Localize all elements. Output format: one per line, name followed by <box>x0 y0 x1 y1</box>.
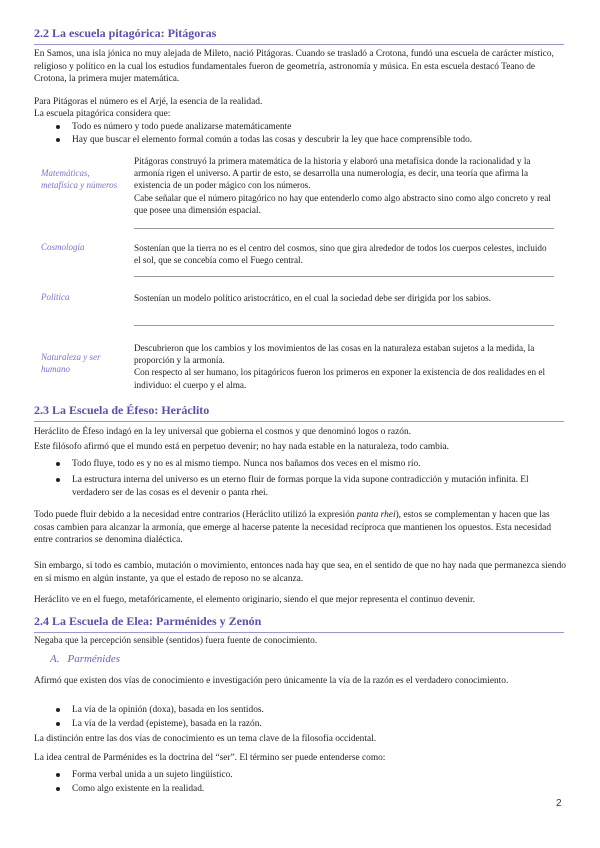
table-label: Naturaleza y ser humano <box>41 352 101 374</box>
list-item-text: Hay que buscar el elemento formal común a todas las cosas y descubrir la ley que hace comprensible todo. <box>72 135 473 145</box>
list-item-text: La vía de la opinión (doxa), basada en los sentidos. <box>72 705 264 715</box>
bullet-icon <box>56 478 60 482</box>
paragraph: Sin embargo, si todo es cambio, mutación o movimiento, entonces nada hay que sea, en el sentido de que no hay nada que permanezca siendo en sí mismo en algún instante, ya que el estado de reposo no se alcanza. <box>34 561 566 584</box>
section-heading: 2.2 La escuela pitagórica: Pitágoras <box>34 26 564 41</box>
paragraph: La escuela pitagórica considera que: <box>34 109 171 119</box>
subsection-heading: A. Parménides <box>50 653 121 665</box>
paragraph: Afirmó que existen dos vías de conocimiento e investigación pero únicamente la vía de la razón es el verdadero conocimiento. <box>34 676 509 686</box>
bullet-icon <box>56 125 60 129</box>
paragraph: En Samos, una isla jónica no muy alejada de Mileto, nació Pitágoras. Cuando se trasladó a Crotona, fundó una escuela de carácter místico, religioso y político en la cual los estudios fundamentales fueron de geometría, astronomía y música. En esta escuela destacó Teano de Crotona, la primera mujer matemática. <box>34 49 554 85</box>
paragraph: Negaba que la percepción sensible (sentidos) fuera fuente de conocimiento. <box>34 636 318 646</box>
page-number: 2 <box>556 798 562 809</box>
bullet-icon <box>56 462 60 466</box>
list-item-text: Forma verbal unida a un sujeto lingüístico. <box>72 770 233 780</box>
bullet-icon <box>56 787 60 791</box>
bullet-icon <box>56 722 60 726</box>
table-divider <box>134 325 554 326</box>
paragraph: La distinción entre las dos vías de conocimiento es un tema clave de la filosofía occidental. <box>34 734 377 744</box>
paragraph: La idea central de Parménides es la doctrina del “ser”. El término ser puede entenderse como: <box>34 753 386 763</box>
section-heading: 2.4 La Escuela de Elea: Parménides y Zenón <box>34 614 564 629</box>
table-divider <box>134 228 554 229</box>
paragraph: Todo puede fluir debido a la necesidad entre contrarios (Heráclito utilizó la expresión panta rhei), estos se complementan y hacen que las cosas cambien para alcanzar la armonía, que emerge al hacerse patente la necesidad recíproca que mantienen los opuestos. Esta necesidad entre contrarios se denomina dialéctica. <box>34 510 552 546</box>
table-label: Matemáticas, metafísica y números <box>41 168 118 190</box>
section-heading: 2.3 La Escuela de Éfeso: Heráclito <box>34 403 564 418</box>
paragraph: Heráclito de Éfeso indagó en la ley universal que gobierna el cosmos y que denominó logos o razón. <box>34 427 411 437</box>
list-item-text: Como algo existente en la realidad. <box>72 784 205 794</box>
list-item-text: La vía de la verdad (episteme), basada en la razón. <box>72 719 262 729</box>
table-cell: Sostenían que la tierra no es el centro del cosmos, sino que gira alrededor de todos los cuerpos celestes, incluido el sol, que se concebía como el Fuego central. <box>134 243 547 266</box>
table-cell: Pitágoras construyó la primera matemática de la historia y elaboró una metafísica donde la racionalidad y la armonía rigen el universo. A partir de esto, se desarrolla una numerología, es decir, una teoría que afirma la existencia de un poder mágico con los números. Cabe señalar que el número pitagórico no hay que entenderlo como algo abstracto sino como algo concreto y real que posee una dimensión espacial. <box>134 156 551 215</box>
paragraph: Este filósofo afirmó que el mundo está en perpetuo devenir; no hay nada estable en la naturaleza, todo cambia. <box>34 442 449 452</box>
table-divider <box>134 276 554 277</box>
list-item-text: Todo es número y todo puede analizarse matemáticamente <box>72 122 292 132</box>
table-cell: Sostenían un modelo político aristocrático, en el cual la sociedad debe ser dirigida por los sabios. <box>134 293 491 303</box>
bullet-icon <box>56 708 60 712</box>
table-label: Política <box>41 292 70 302</box>
table-cell: Descubrieron que los cambios y los movimientos de las cosas en la naturaleza estaban sujetos a la medida, la proporción y la armonía. Con respecto al ser humano, los pitagóricos fueron los primeros en exponer la existencia de dos realidades en el individuo: el cuerpo y el alma. <box>134 343 546 390</box>
list-item-text: La estructura interna del universo es un eterno fluir de formas porque la vida supone contradicción y mutación infinita. El verdadero ser de las cosas es el devenir o panta rhei. <box>72 475 529 498</box>
list-item-text: Todo fluye, todo es y no es al mismo tiempo. Nunca nos bañamos dos veces en el mismo río. <box>72 459 421 469</box>
bullet-icon <box>56 773 60 777</box>
paragraph: Heráclito ve en el fuego, metafóricamente, el elemento originario, siendo el que mejor representa el continuo devenir. <box>34 595 475 605</box>
table-label: Cosmología <box>41 242 85 252</box>
bullet-icon <box>56 138 60 142</box>
paragraph: Para Pitágoras el número es el Arjé, la esencia de la realidad. <box>34 97 263 107</box>
